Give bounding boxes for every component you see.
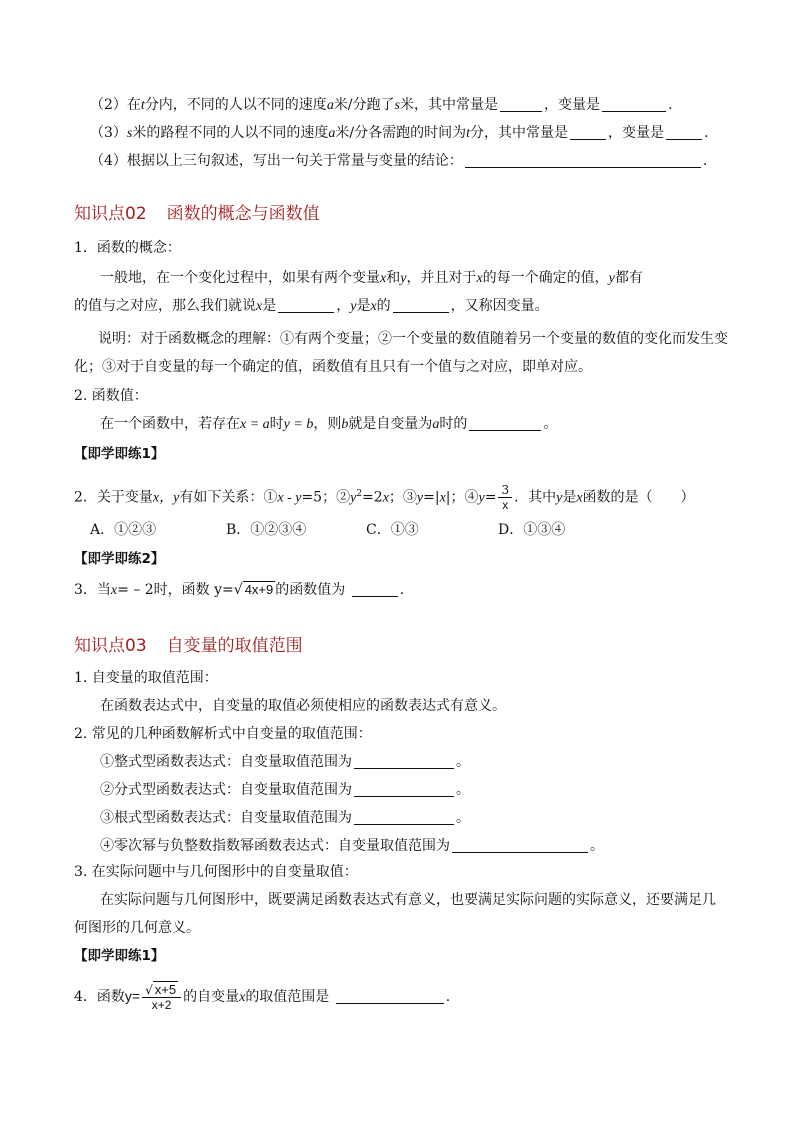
function-definition-line-2: 的值与之对应，那么我们就说x是 ，y是x的 ，又称因变量。 xyxy=(74,298,549,314)
answer-blank[interactable] xyxy=(278,297,334,313)
answer-blank[interactable] xyxy=(452,837,588,853)
answer-blank[interactable] xyxy=(666,124,702,140)
answer-blank[interactable] xyxy=(352,581,398,597)
q1-item-4: （4）根据以上三句叙述，写出一句关于常量与变量的结论： . xyxy=(90,153,708,169)
k3-subtitle-2: 2. 常见的几种函数解析式中自变量的取值范围： xyxy=(74,726,372,742)
answer-blank[interactable] xyxy=(602,96,666,112)
section-heading-k2: 知识点02 函数的概念与函数值 xyxy=(74,204,320,224)
option-b[interactable]: B．①②③④ xyxy=(226,522,307,538)
practice-label: 【即学即练1】 xyxy=(74,948,165,964)
k3-body-3-line-1: 在实际问题与几何图形中，既要满足函数表达式有意义，也要满足实际问题的实际意义，还要满足几 xyxy=(100,892,716,908)
question-4: 4．函数y= $\frac{√ x+5}{x+2}$ 的自变量x的取值范围是 . xyxy=(74,981,451,1012)
q2-options xyxy=(90,520,690,540)
option-c[interactable]: C．①③ xyxy=(366,522,419,538)
answer-blank[interactable] xyxy=(500,96,542,112)
answer-blank[interactable] xyxy=(354,781,454,797)
question-2: 2．关于变量x，y有如下关系：①x - y=5；$②y^2=2x$；③y=|x|；④y= $\frac{3}{x}$ ．其中y是x函数的是（ ） xyxy=(74,483,695,513)
function-definition-line-1: 一般地，在一个变化过程中，如果有两个变量x和y，并且对于x的每一个确定的值，y都有 xyxy=(100,270,643,286)
fraction: $\frac{√ x+5}{x+2}$ xyxy=(142,983,181,1012)
k2-subtitle-2: 2. 函数值： xyxy=(74,388,148,404)
option-a[interactable]: A．①②③ xyxy=(90,522,157,538)
practice-label: 【即学即练2】 xyxy=(74,551,165,567)
answer-blank[interactable] xyxy=(336,988,444,1004)
definition-note-line-2: 化；③对于自变量的每一个确定的值，函数值有且只有一个值与之对应，即单对应。 xyxy=(74,359,592,375)
fraction: $\frac{3}{x}$ xyxy=(498,483,512,512)
answer-blank[interactable] xyxy=(465,152,701,168)
range-rule-1: ①整式型函数表达式：自变量取值范围为 。 xyxy=(100,754,470,770)
function-value-line: 在一个函数中，若存在x = a时y = b，则b就是自变量为a时的 。 xyxy=(100,416,558,432)
k3-body-3-line-2: 何图形的几何意义。 xyxy=(74,920,200,936)
k2-subtitle-1: 1．函数的概念： xyxy=(74,240,181,256)
q1-item-3: （3）s米的路程不同的人以不同的速度a米/分各需跑的时间为t分，其中常量是 ，变量是 . xyxy=(90,125,709,141)
range-rule-4: ④零次幂与负整数指数幂函数表达式：自变量取值范围为 。 xyxy=(100,838,604,854)
answer-blank[interactable] xyxy=(393,297,449,313)
range-rule-2: ②分式型函数表达式：自变量取值范围为 。 xyxy=(100,782,470,798)
range-rule-3: ③根式型函数表达式：自变量取值范围为 。 xyxy=(100,810,470,826)
k3-subtitle-1: 1. 自变量的取值范围： xyxy=(74,670,218,686)
practice-label: 【即学即练1】 xyxy=(74,446,165,462)
question-3: 3．当x= – 2时，函数 y=√ 4x+9 的函数值为 . xyxy=(74,582,405,598)
q1-item-2: （2）在t分内，不同的人以不同的速度a米/分跑了s米，其中常量是 ，变量是 . xyxy=(90,97,673,113)
answer-blank[interactable] xyxy=(354,753,454,769)
definition-note-line-1: 说明：对于函数概念的理解：①有两个变量；②一个变量的数值随着另一个变量的数值的变化而发生变 xyxy=(98,331,728,347)
section-heading-k3: 知识点03 自变量的取值范围 xyxy=(74,636,303,656)
answer-blank[interactable] xyxy=(354,809,454,825)
answer-blank[interactable] xyxy=(469,415,541,431)
k3-body-1: 在函数表达式中，自变量的取值必须使相应的函数表达式有意义。 xyxy=(100,698,506,714)
square-root: √ 4x+9 xyxy=(233,582,274,598)
k3-subtitle-3: 3. 在实际问题中与几何图形中的自变量取值： xyxy=(74,864,358,880)
answer-blank[interactable] xyxy=(570,124,606,140)
option-d[interactable]: D．①③④ xyxy=(498,522,566,538)
